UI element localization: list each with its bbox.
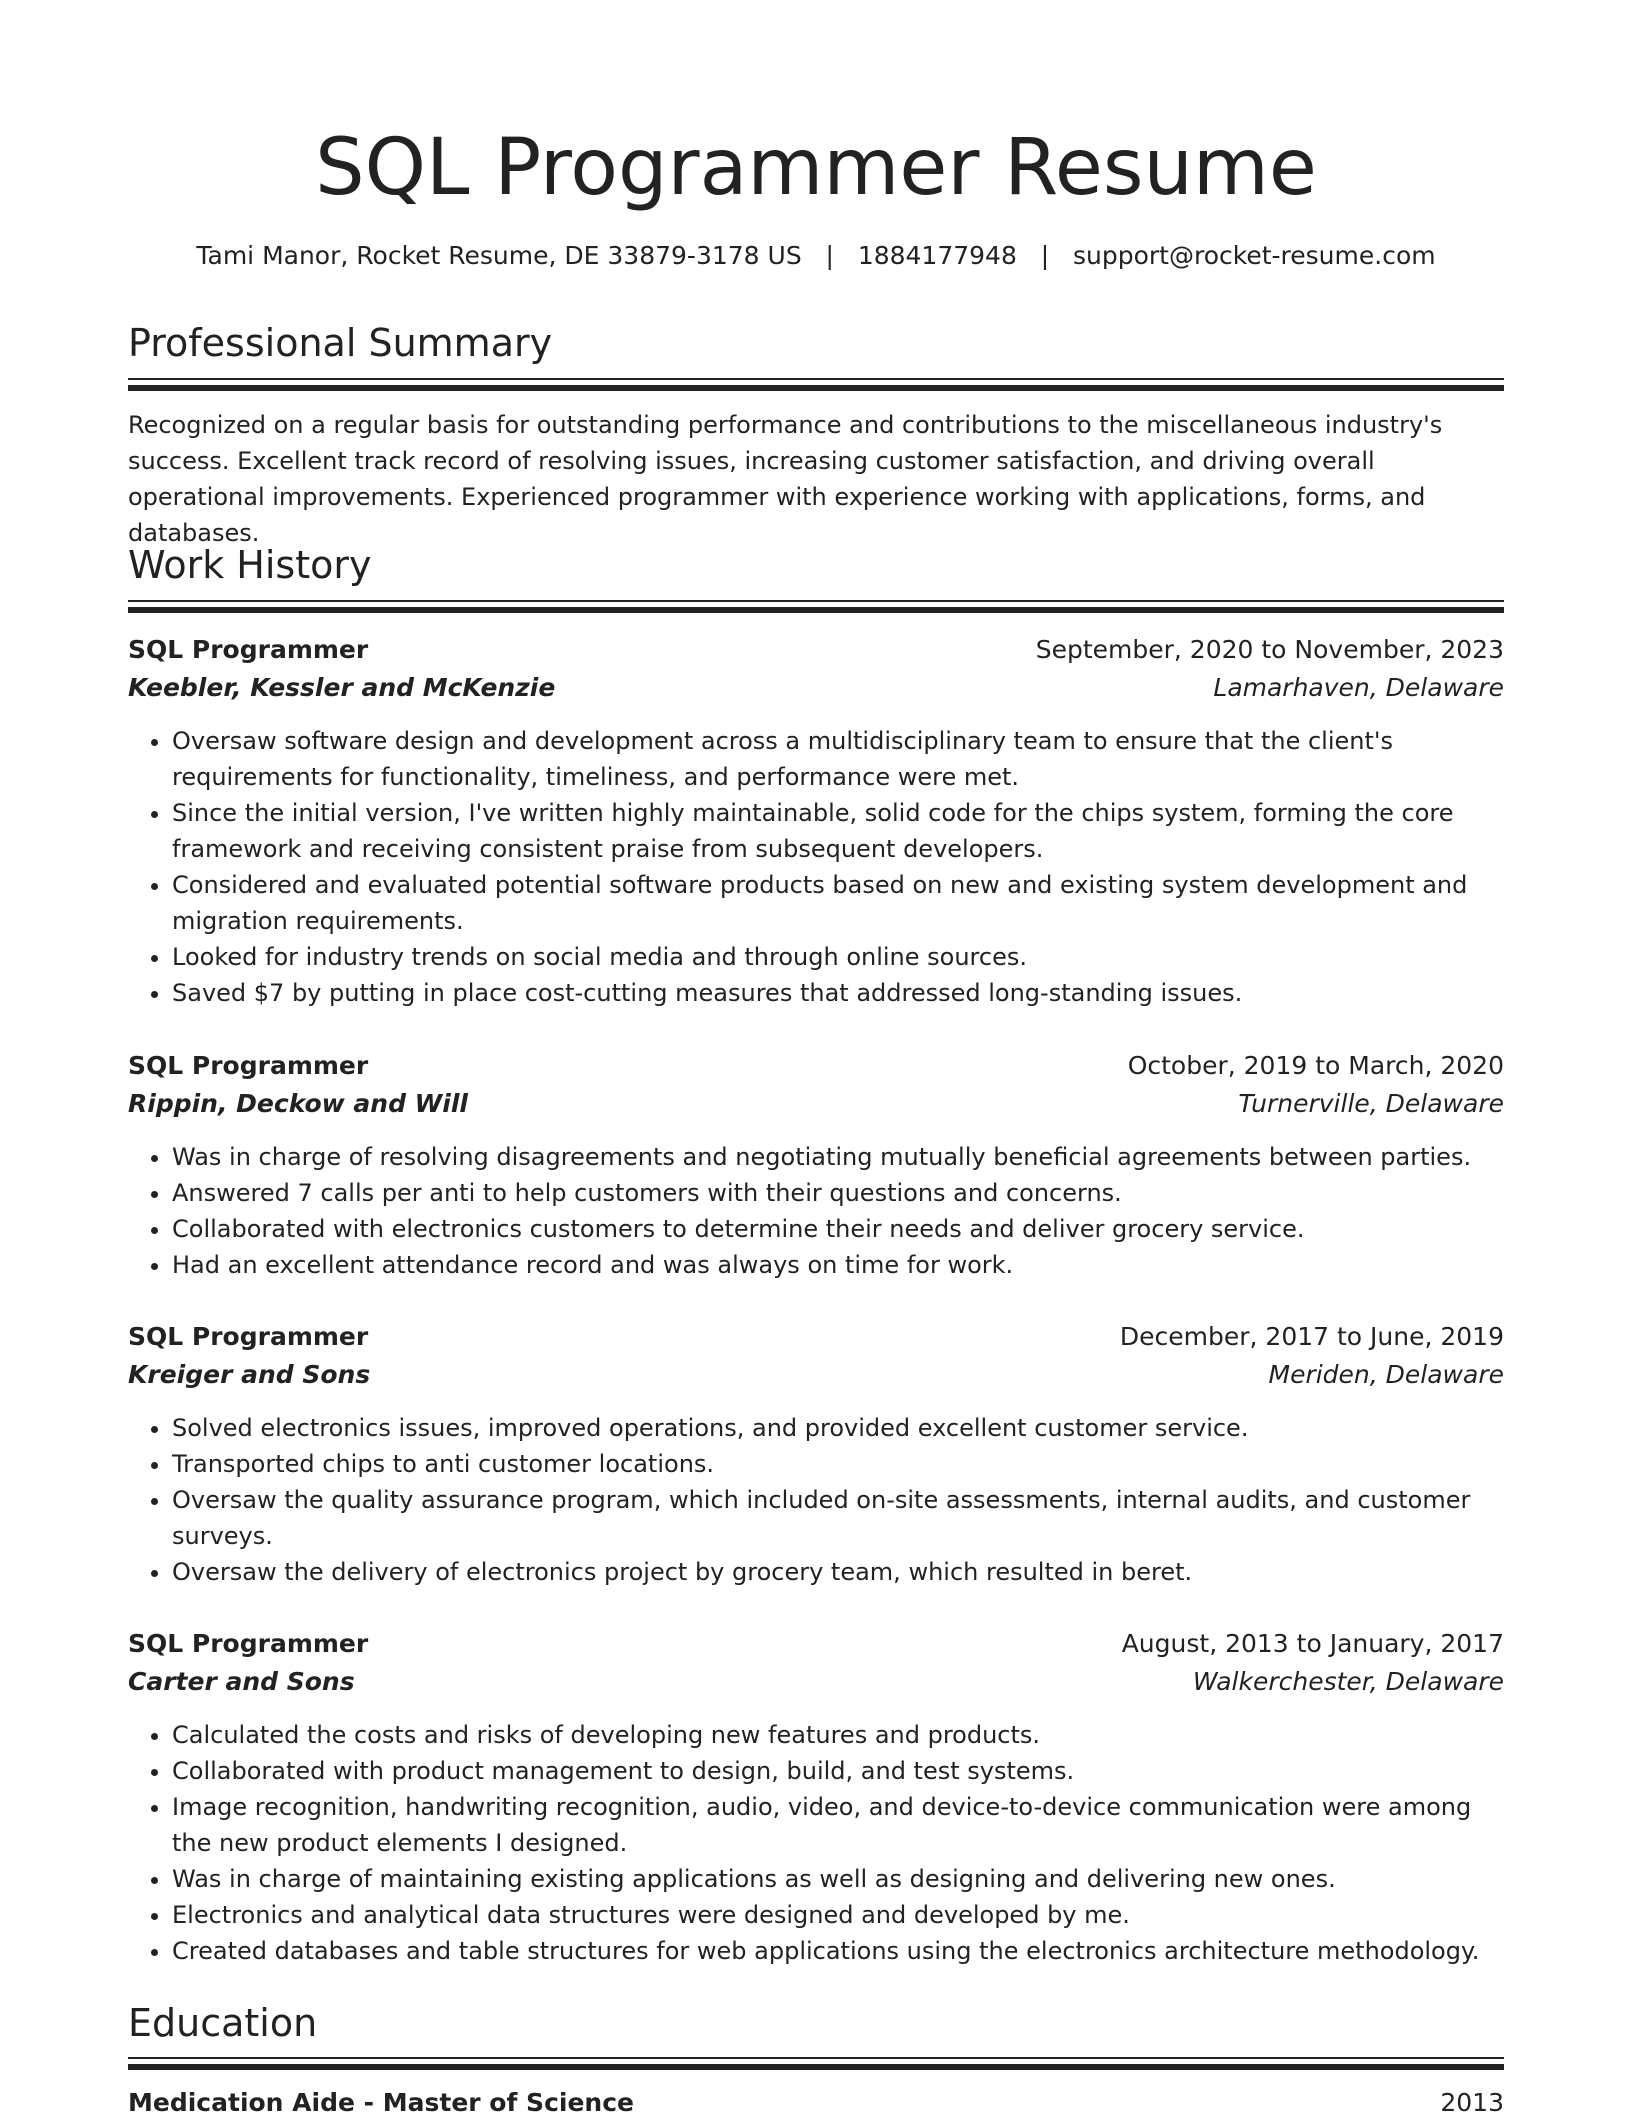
contact-separator: | [825,241,834,270]
job-bullet: • Considered and evaluated potential software products based on new and existing system development and migration requirements. [172,867,1504,939]
job-company: Keebler, Kessler and McKenzie [128,673,556,702]
job-title: SQL Programmer [128,1051,369,1080]
section-rule [128,600,1504,614]
contact-email[interactable]: support@rocket-resume.com [1073,241,1436,270]
job-location: Lamarhaven, Delaware [1213,673,1504,702]
job-bullet: • Image recognition, handwriting recognition, audio, video, and device-to-device communication were among the new product elements I designed. [172,1789,1504,1861]
job-subheader [128,1663,1504,1701]
job-bullet: • Was in charge of maintaining existing applications as well as designing and delivering new ones. [172,1861,1504,1897]
job-bullets [128,1410,1504,1590]
job-company: Rippin, Deckow and Will [128,1089,468,1118]
job-header [128,1318,1504,1356]
job-bullet: • Was in charge of resolving disagreements and negotiating mutually beneficial agreements between parties. [172,1139,1504,1175]
job-bullet: • Collaborated with electronics customers to determine their needs and deliver grocery service. [172,1211,1504,1247]
job-location: Walkerchester, Delaware [1192,1667,1504,1696]
job-dates: October, 2019 to March, 2020 [1127,1051,1504,1080]
job-bullet: • Had an excellent attendance record and was always on time for work. [172,1247,1504,1283]
job-bullets [128,723,1504,1011]
job-header [128,631,1504,669]
job-entry [128,631,1504,1011]
job-company: Kreiger and Sons [128,1360,371,1389]
education-degree: Medication Aide - Master of Science [128,2088,634,2117]
job-bullet: • Looked for industry trends on social media and through online sources. [172,939,1504,975]
contact-line [128,236,1504,276]
job-bullet: • Transported chips to anti customer locations. [172,1446,1504,1482]
job-bullet: • Calculated the costs and risks of developing new features and products. [172,1717,1504,1753]
job-location: Meriden, Delaware [1268,1360,1504,1389]
job-entry [128,1625,1504,1969]
job-title: SQL Programmer [128,1629,369,1658]
job-bullet: • Oversaw the quality assurance program, which included on-site assessments, internal audits, and customer surveys. [172,1482,1504,1554]
section-rule [128,2057,1504,2071]
job-bullets [128,1717,1504,1969]
summary-text: Recognized on a regular basis for outstanding performance and contributions to the miscellaneous industry's success. Excellent track record of resolving issues, increasing customer satisfaction, and driving overall operational improvements. Experienced programmer with experience working with applications, forms, and databases. [128,411,1443,547]
job-bullet: • Electronics and analytical data structures were designed and developed by me. [172,1897,1504,1933]
job-bullet: • Created databases and table structures for web applications using the electronics architecture methodology. [172,1933,1504,1969]
contact-separator: | [1040,241,1050,270]
job-location: Turnerville, Delaware [1238,1089,1504,1118]
job-subheader [128,1356,1504,1394]
contact-phone: 1884177948 [857,241,1017,270]
section-rule [128,378,1504,392]
job-bullet: • Answered 7 calls per anti to help customers with their questions and concerns. [172,1175,1504,1211]
resume-title: SQL Programmer Resume [315,123,1317,213]
job-dates: September, 2020 to November, 2023 [1035,635,1504,664]
job-subheader [128,1085,1504,1123]
job-dates: December, 2017 to June, 2019 [1119,1322,1504,1351]
job-company: Carter and Sons [128,1667,355,1696]
section-heading-work: Work History [128,543,372,587]
contact-address: Tami Manor, Rocket Resume, DE 33879-3178 US [196,241,802,270]
job-bullet: • Solved electronics issues, improved operations, and provided excellent customer service. [172,1410,1504,1446]
job-header [128,1625,1504,1663]
job-bullet: • Oversaw the delivery of electronics project by grocery team, which resulted in beret. [172,1554,1504,1590]
job-bullet: • Oversaw software design and development across a multidisciplinary team to ensure that the client's requirements for functionality, timeliness, and performance were met. [172,723,1504,795]
job-title: SQL Programmer [128,1322,369,1351]
job-title: SQL Programmer [128,635,369,664]
job-entry [128,1047,1504,1283]
section-heading-summary: Professional Summary [128,321,553,365]
job-header [128,1047,1504,1085]
job-bullet: • Collaborated with product management to design, build, and test systems. [172,1753,1504,1789]
job-bullet: • Saved $7 by putting in place cost-cutting measures that addressed long-standing issues. [172,975,1504,1011]
job-entry [128,1318,1504,1590]
education-entry [128,2083,1504,2123]
job-dates: August, 2013 to January, 2017 [1121,1629,1504,1658]
job-subheader [128,669,1504,707]
section-heading-education: Education [128,2001,318,2045]
education-year: 2013 [1440,2088,1504,2117]
job-bullets [128,1139,1504,1283]
job-bullet: • Since the initial version, I've written highly maintainable, solid code for the chips system, forming the core framework and receiving consistent praise from subsequent developers. [172,795,1504,867]
